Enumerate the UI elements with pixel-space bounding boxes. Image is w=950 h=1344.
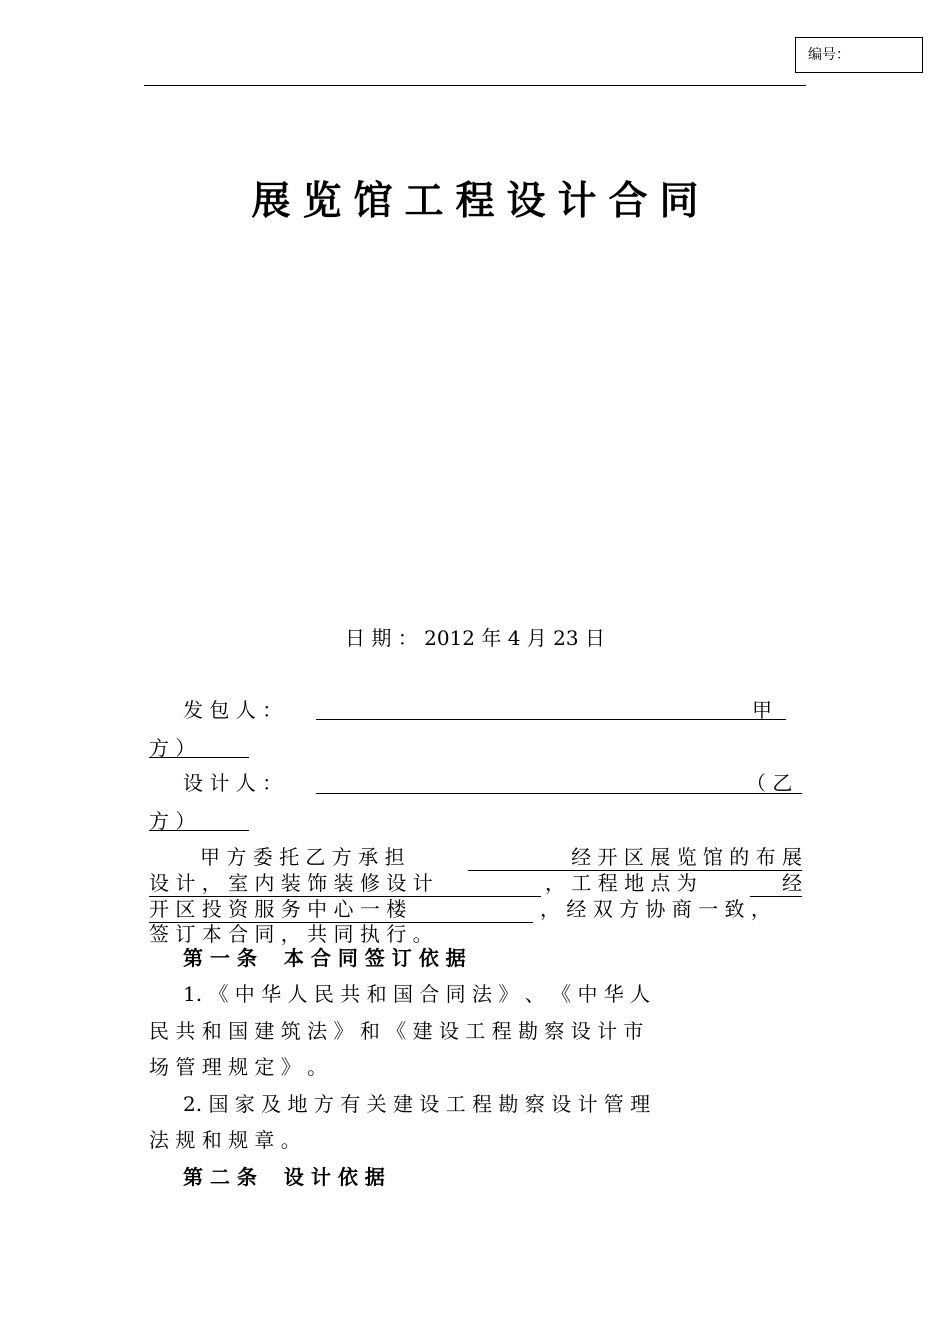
designer-suffix-underline xyxy=(149,830,249,831)
document-number-box xyxy=(795,37,923,73)
document-title: 展览馆工程设计合同 xyxy=(251,179,711,224)
intro-line3-fill: 开 区 投 资 服 务 中 心 一 楼 xyxy=(149,896,533,923)
date-label: 日 期 ： xyxy=(345,626,418,650)
article1-item2-line1: 2. 国 家 及 地 方 有 关 建 设 工 程 勘 察 设 计 管 理 xyxy=(183,1092,651,1116)
intro-line3-tail: ， 经 双 方 协 商 一 致 ， xyxy=(540,897,771,921)
header-rule xyxy=(144,85,806,86)
document-number-label: 编号： xyxy=(808,47,850,63)
intro-line2-fill: 设 计 ， 室 内 装 饰 装 修 设 计 xyxy=(149,870,541,897)
designer-suffix-b: 方 ） xyxy=(149,809,196,833)
designer-suffix-a: （ 乙 xyxy=(746,771,793,795)
article1-item1-line2: 民 共 和 国 建 筑 法 》 和 《 建 设 工 程 勘 察 设 计 市 xyxy=(149,1019,644,1043)
article1-item2-line2: 法 规 和 规 章 。 xyxy=(149,1128,301,1152)
intro-line1-fill: 经 开 区 展 览 馆 的 布 展 xyxy=(468,844,802,871)
date-value: 2012 年 4 月 23 日 xyxy=(424,626,605,650)
article1-item1-line3: 场 管 理 规 定 》 。 xyxy=(149,1055,328,1079)
client-label: 发 包 人 ： xyxy=(183,698,283,722)
article1-heading: 第 一 条 本 合 同 签 订 依 据 xyxy=(183,946,466,970)
client-suffix-underline xyxy=(149,757,249,758)
client-suffix-a: 甲 xyxy=(752,698,772,722)
designer-label: 设 计 人 ： xyxy=(183,771,283,795)
article1-item1-line1: 1. 《 中 华 人 民 共 和 国 合 同 法 》 、 《 中 华 人 xyxy=(183,982,651,1006)
client-blank xyxy=(316,719,786,720)
intro-line1-prefix: 甲 方 委 托 乙 方 承 担 xyxy=(200,845,405,869)
article2-heading: 第 二 条 设 计 依 据 xyxy=(183,1165,385,1189)
designer-blank xyxy=(316,793,802,794)
intro-line4: 签 订 本 合 同 ， 共 同 执 行 。 xyxy=(149,922,433,946)
intro-line2-fill2: 经 xyxy=(750,870,802,897)
intro-line2-mid: ， 工 程 地 点 为 xyxy=(545,871,697,895)
date-line xyxy=(0,622,950,651)
client-suffix-b: 方 ） xyxy=(149,736,196,760)
